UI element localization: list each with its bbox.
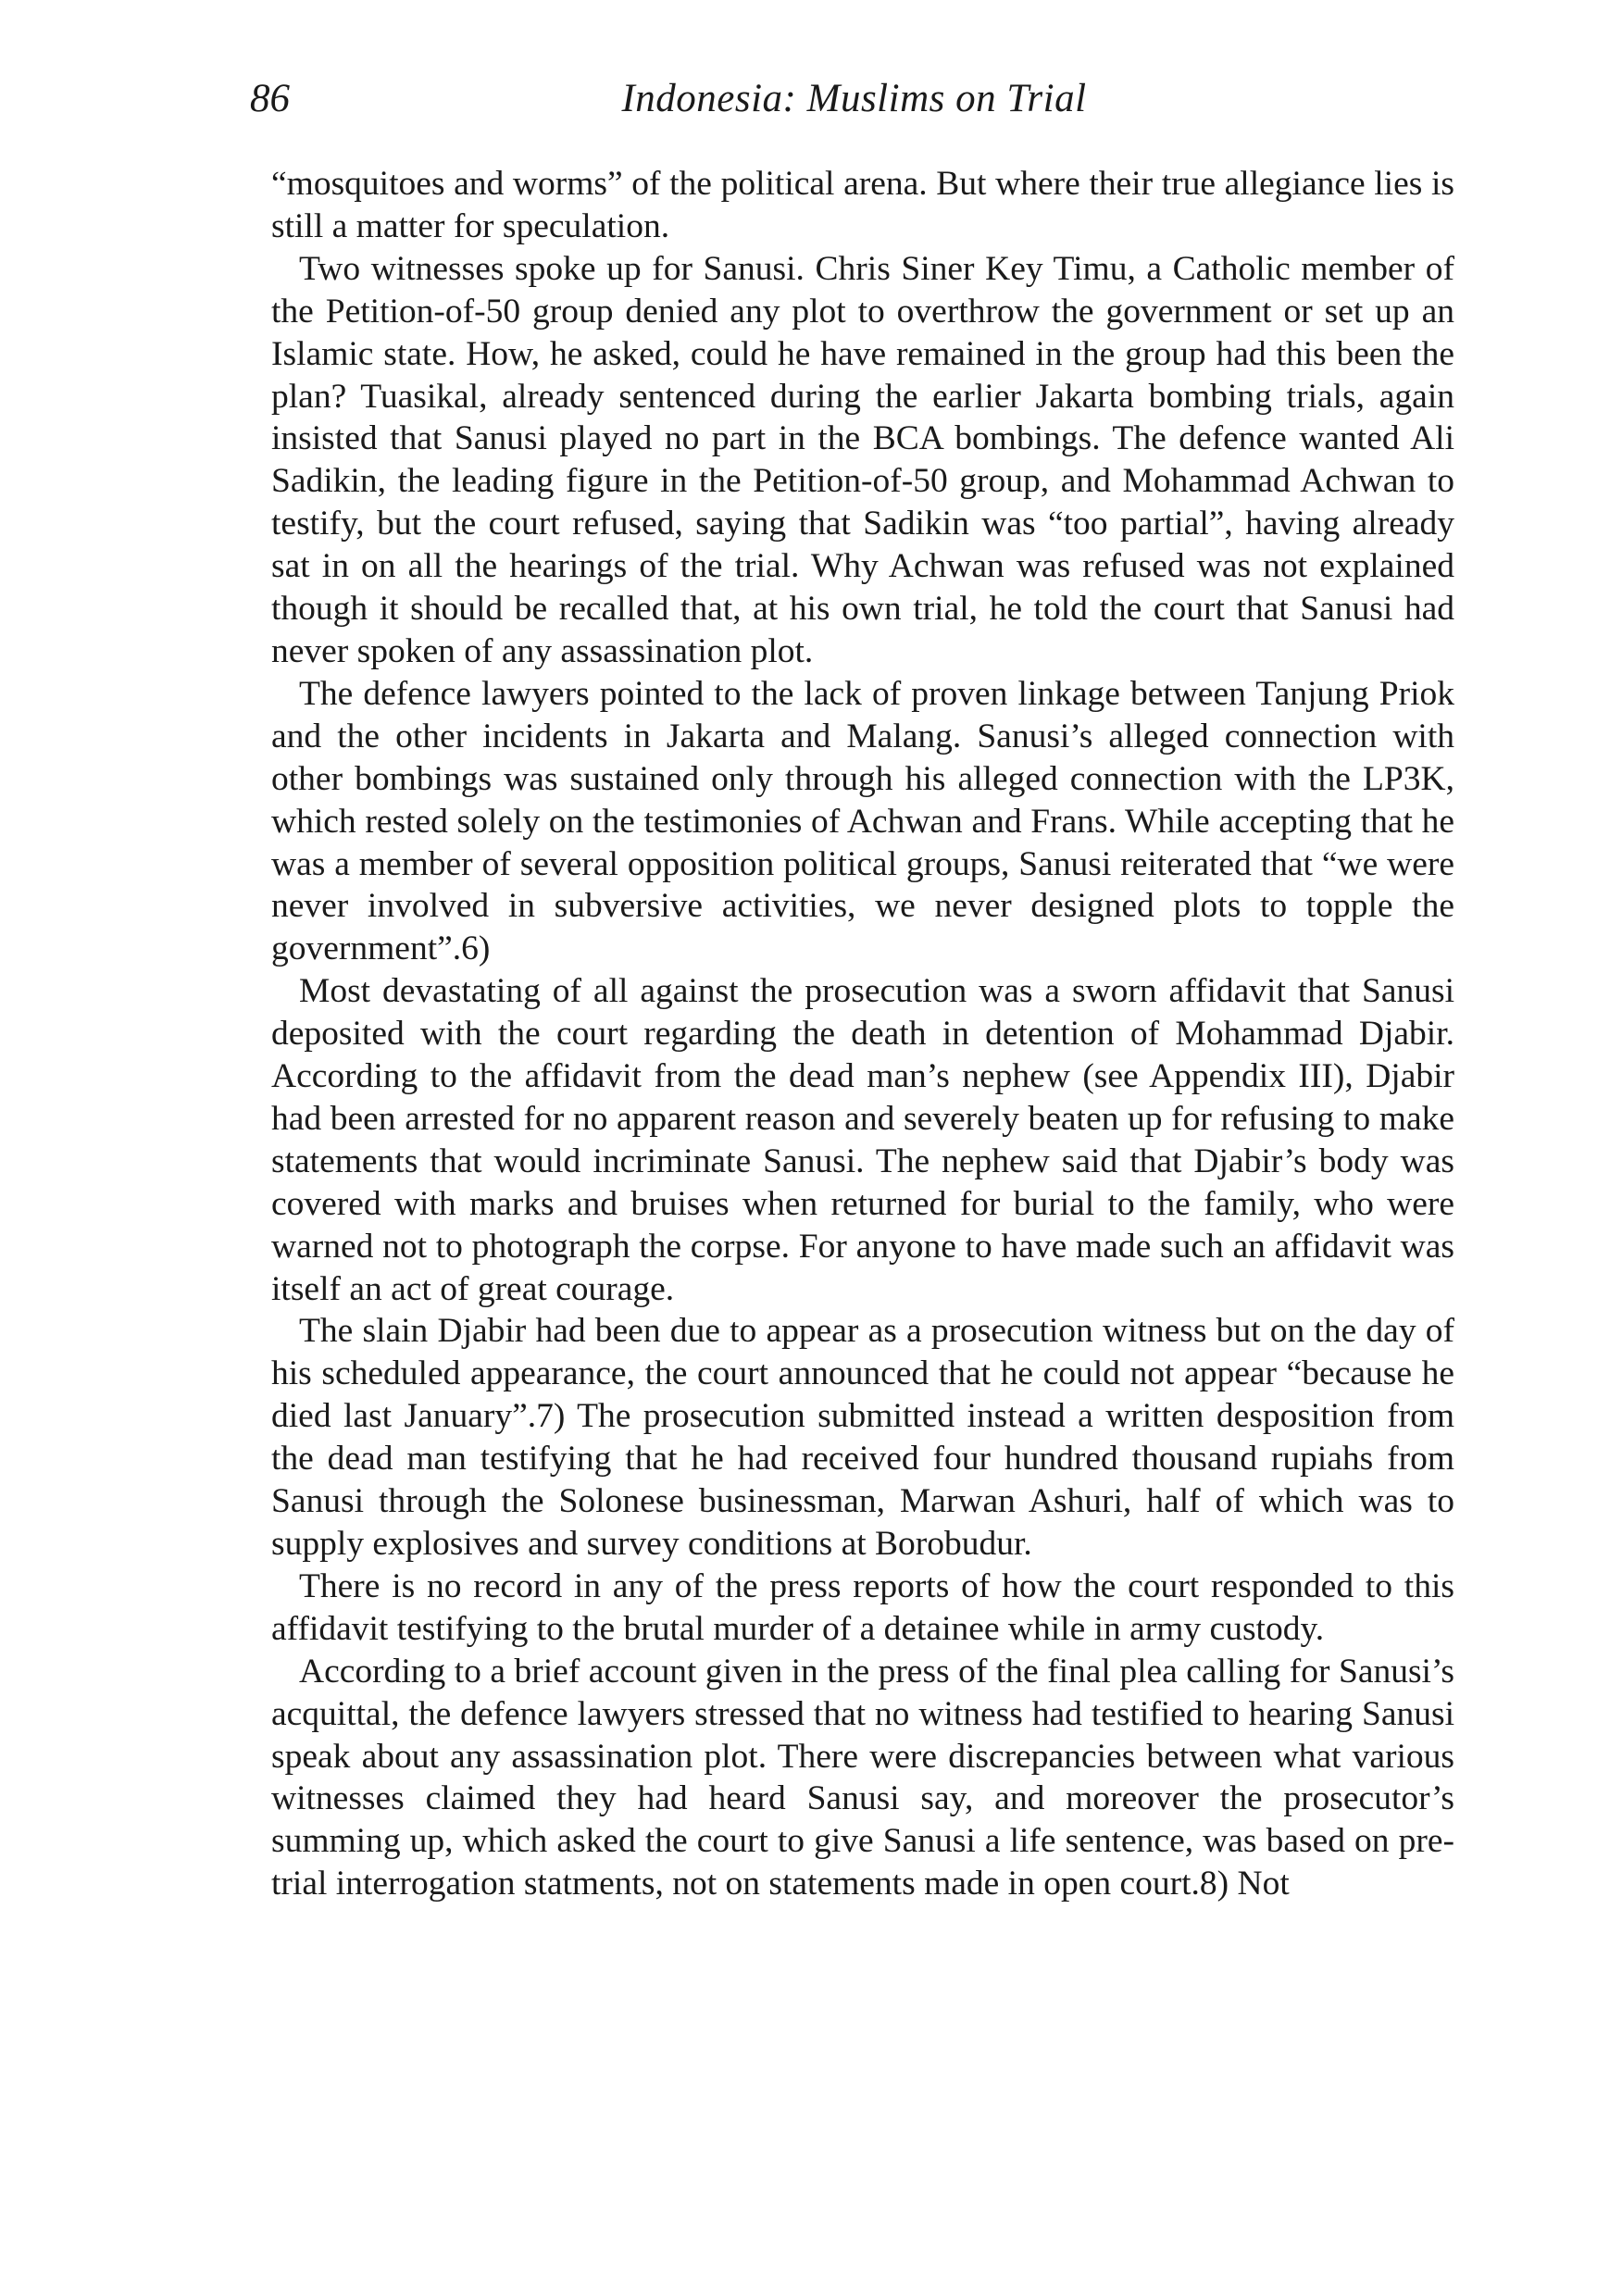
paragraph-affidavit: Most devastating of all against the prosecution was a sworn affidavit that Sanusi deposited with the court regarding the death in detention of Mohammad Djabir. According to the affidavit from the dead man’s nephew (see Appendix III), Djabir had been arrested for no apparent reason and severely beaten up for refusing to make statements that would incriminate Sanusi. The nephew said that Djabir’s body was covered with marks and bruises when returned for burial to the family, who were warned not to photograph the corpse. For anyone to have made such an affidavit was itself an act of great courage.	[271, 972, 1454, 1308]
paragraph-defence-lawyers: The defence lawyers pointed to the lack of proven linkage between Tanjung Priok and the other incidents in Jakarta and Malang. Sanusi’s alleged connection with other bombings was sustained only through his alleged connection with the LP3K, which rested solely on the testimonies of Achwan and Frans. While accepting that he was a member of several opposition political groups, Sanusi reiterated that “we were never involved in subversive activities, we never designed plots to topple the government”.6)	[271, 674, 1454, 968]
body-text	[271, 163, 1454, 1905]
paragraph-witnesses: Two witnesses spoke up for Sanusi. Chris Siner Key Timu, a Catholic member of the Petition-of-50 group denied any plot to overthrow the government or set up an Islamic state. How, he asked, could he have remained in the group had this been the plan? Tuasikal, already sentenced during the earlier Jakarta bombing trials, again insisted that Sanusi played no part in the BCA bombings. The defence wanted Ali Sadikin, the leading figure in the Petition-of-50 group, and Mohammad Achwan to testify, but the court refused, saying that Sadikin was “too partial”, having already sat in on all the hearings of the trial. Why Achwan was refused was not explained though it should be recalled that, at his own trial, he told the court that Sanusi had never spoken of any assassination plot.	[271, 249, 1454, 670]
running-head	[250, 67, 1458, 131]
paragraph-continued: “mosquitoes and worms” of the political arena. But where their true allegiance lies is still a matter for speculation.	[271, 165, 1454, 245]
paragraph-press-record: There is no record in any of the press reports of how the court responded to this affidavit testifying to the brutal murder of a detainee while in army custody.	[271, 1566, 1454, 1648]
running-title: Indonesia: Muslims on Trial	[621, 77, 1087, 120]
paragraph-final-plea: According to a brief account given in the press of the final plea calling for Sanusi’s acquittal, the defence lawyers stressed that no witness had testified to hearing Sanusi speak about any assassination plot. There were discrepancies between what various witnesses claimed they had heard Sanusi say, and moreover the prosecutor’s summing up, which asked the court to give Sanusi a life sentence, was based on pre-trial interrogation statments, not on statements made in open court.8) Not	[271, 1652, 1454, 1903]
paragraph-djabir: The slain Djabir had been due to appear as a prosecution witness but on the day of his scheduled appearance, the court announced that he could not appear “because he died last January”.7) The prosecution submitted instead a written desposition from the dead man testifying that he had received four hundred thousand rupiahs from Sanusi through the Solonese businessman, Marwan Ashuri, half of which was to supply explosives and survey conditions at Borobudur.	[271, 1312, 1454, 1563]
page-number: 86	[250, 77, 290, 120]
